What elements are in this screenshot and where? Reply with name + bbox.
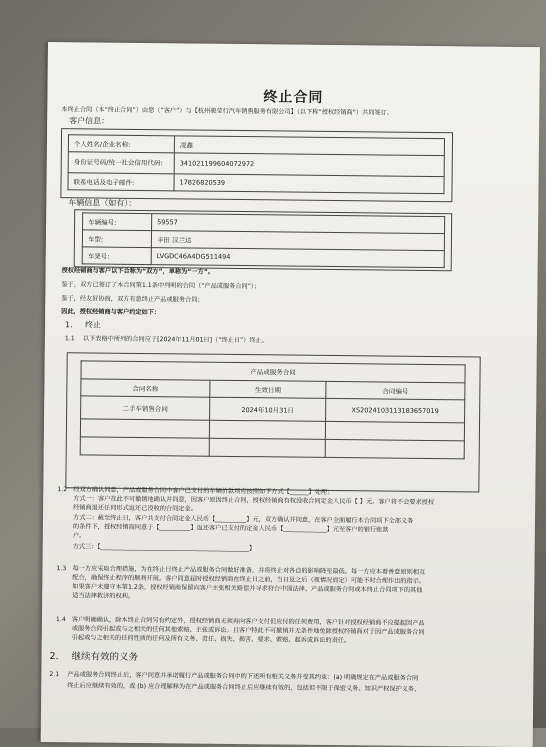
clause-1-3-line: 如果客户未遵守本第1.2条，授权经销商保留向客户主张相关赔偿并寻求符合中国法律、产品或服务合同或本终止合同项下的其他 xyxy=(72,583,423,594)
table-cell: XS2024103113183657019 xyxy=(326,398,465,422)
table-row-empty xyxy=(80,437,464,459)
clause-1-4-line: 引起或与之相关的任何性质的任何及所有义务、责任、损失、损害、要求、索赔、起诉或诉讼的责任。 xyxy=(71,634,351,645)
parties-paragraph: 授权经销商与客户以下合称为“双方”，单称为“一方”。 xyxy=(61,267,215,276)
contract-page xyxy=(41,42,540,747)
clause-1-2-line: 方式三：【________________________________________________】 xyxy=(72,543,256,553)
contract-table xyxy=(80,360,466,459)
table-cell: 车型: xyxy=(82,230,151,248)
section-2-title: 继续有效的义务 xyxy=(71,651,139,663)
clause-2-1-line: 产品或服务合同终止后，客户同意并承诺履行产品或服务合同中的下述所有相关义务并受其约束：(a) 明确规定在产品或服务合同 xyxy=(67,671,419,682)
clause-1-1-text: 以下表格中所列的合同应于[2024年11月01日]（“终止日”）终止。 xyxy=(82,335,268,345)
clause-2-1-number: 2.1 xyxy=(49,671,60,679)
clause-1-3-line: 配合，确保终止程序的顺利开展。客户同意届时授权经销商在终止日之前，当日及之后（视情况而定）可能不时合理作出的指示。 xyxy=(72,574,426,585)
clause-1-2-line: 户。 xyxy=(72,532,86,540)
intro-paragraph: 本终止合同（本“终止合同”）由您（“客户”）与【杭州骏莹行汽车销售服务有限公司】（以下称“授权经销商”）共同签订。 xyxy=(61,106,394,117)
clause-1-2-line: 经销商退还任何形式返还已没收的合同定金。 xyxy=(73,504,197,513)
section-1-title: 终止 xyxy=(84,320,102,330)
customer-info-label: 客户信息： xyxy=(69,116,110,126)
document-title: 终止合同 xyxy=(263,89,324,106)
clause-1-4-number: 1.4 xyxy=(55,616,66,624)
whereas-paragraph-1: 鉴于，双方已签订了本合同第1.1条中列明的合同（“产品或服务合同”）； xyxy=(61,281,261,291)
vehicle-table xyxy=(82,212,446,268)
clause-1-2-number: 1.2 xyxy=(57,486,68,494)
clause-1-4-line: 客户明确确认，除本终止合同另有约定外，授权经销商无须再向客户支付但应付的任何费用，客户针对授权经销商不应提起因产品 xyxy=(71,616,425,627)
table-cell: 2024年10月31日 xyxy=(210,397,326,421)
table-cell: 59557 xyxy=(152,214,445,234)
customer-table xyxy=(67,134,445,194)
column-header: 生效日期 xyxy=(210,380,326,398)
table-cell: 凌鑫 xyxy=(174,136,444,156)
table-cell: 丰田 汉兰达 xyxy=(151,231,444,251)
clause-1-3-line: 每一方应采取合理措施，为在终止日终止产品或服务合同做好准备，并将终止对各自的影响降至最低。每一方应本着善意原则相互 xyxy=(72,565,426,576)
table-cell: 身份证号码/统一社会信用代码: xyxy=(68,152,174,174)
table-cell: 联系电话及电子邮件: xyxy=(68,173,174,191)
table-cell: 个人姓名/企业名称: xyxy=(68,135,174,153)
vehicle-info-label: 车辆信息（如有）： xyxy=(68,198,137,208)
column-header: 合同名称 xyxy=(81,379,210,397)
table-cell: 17826820539 xyxy=(174,174,444,194)
table-row xyxy=(68,173,444,194)
clause-1-4-line: 或服务合同引起或与之相关的任何其他索赔、主张或诉讼。且客户特此不可撤销并无条件地免除授权经销商对于因产品或服务合同 xyxy=(71,625,425,636)
therefore-paragraph: 因此，授权经销商与客户约定如下： xyxy=(61,308,161,317)
clause-1-2-line: 经双方确认同意，产品或服务合同中客户已支付的车辆价款项应按照如下方式【______】处理： xyxy=(73,486,334,497)
clause-1-3-number: 1.3 xyxy=(56,565,67,573)
table-cell: 341021199604072972 xyxy=(174,153,444,177)
table-cell: 二手车销售合同 xyxy=(81,396,210,420)
clause-1-1-number: 1.1 xyxy=(64,335,75,343)
section-2-number: 2. xyxy=(49,651,59,663)
table-cell: LVGDC46A4DG511494 xyxy=(151,248,444,268)
clause-1-2-line: 的条件下，授权经销商同意于【__________】返还客户已支付的定金人民币【______________】元至客户的银行账款 xyxy=(72,523,389,534)
whereas-paragraph-2: 鉴于，经友好协商，双方有意终止产品或服务合同； xyxy=(61,295,204,304)
clause-2-1-line: 终止后应继续有效的，或 (b) 应合理解释为在产品或服务合同终止后应继续有效的，包括但不限于保密义务、知识产权保护义务、 xyxy=(67,682,421,693)
clause-1-2-line: 方式一：客户在此不可撤销地确认并同意，因客户原因终止合同，授权经销商有权没收合同定金人民币【 】元。客户将不会要求授权 xyxy=(73,495,435,507)
table-cell: 车辆编号: xyxy=(83,213,152,231)
table-row xyxy=(82,247,444,268)
table-caption: 产品或服务合同 xyxy=(81,361,465,383)
section-1-number: 1. xyxy=(64,320,73,330)
table-cell: 车架号: xyxy=(82,247,151,265)
clause-1-2-line: 方式二：截至终止日，客户共支付合同定金人民币【__________】元，双方确认并同意，在客户全面履行本合同项下全部义务 xyxy=(72,514,414,525)
clause-1-3-line: 适当法律救济的权利。 xyxy=(72,592,135,600)
column-header: 合同编号 xyxy=(326,381,465,399)
